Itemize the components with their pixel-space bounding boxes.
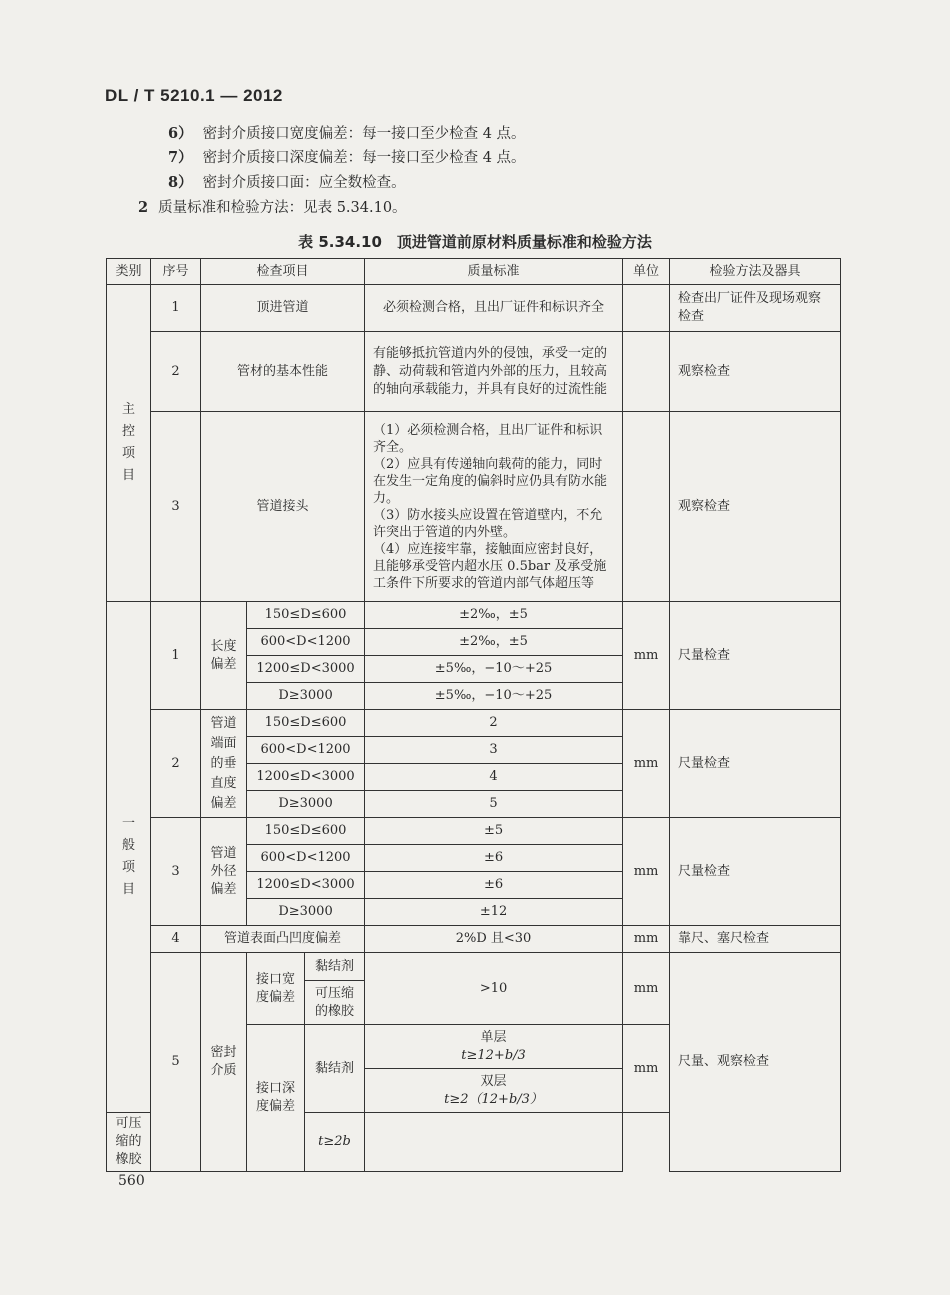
table-row: 5 密封介质 接口宽度偏差 黏结剂 >10 mm 尺量、观察检查 [107, 953, 841, 981]
header-unit: 单位 [623, 259, 670, 285]
joint-standard-4: （4）应连接牢靠，接触面应密封良好，且能够承受管内超水压 0.5bar 及承受施工条件下所要求的管道内部气体超压等 [373, 541, 607, 591]
page-number: 560 [118, 1173, 145, 1189]
joint-standard-2: （2）应具有传递轴向载荷的能力，同时在发生一定角度的偏斜时应仍具有防水能力。 [373, 456, 608, 506]
header-seq: 序号 [151, 259, 201, 285]
table-header [107, 259, 841, 285]
list-item: 8） 密封介质接口面：应全数检查。 [168, 174, 406, 191]
table-caption: 表 5.34.10 顶进管道前原材料质量标准和检验方法 [298, 233, 652, 251]
table-row: 3 管道接头 （1）必须检测合格，且出厂证件和标识齐全。 （2）应具有传递轴向载荷的能力，同时在发生一定角度的偏斜时应仍具有防水能力。 （3）防水接头应设置在管道壁内，不允许突出于管道的内外壁。 （4）应连接牢靠，接触面应密封良好，且能够承受管内超水压 0.5bar 及承受施工条件下所要求的管道内部气体超压等 观察检查 [107, 412, 841, 602]
header-method: 检验方法及器具 [670, 259, 841, 285]
standard-header: DL / T 5210.1 — 2012 [105, 86, 283, 105]
list-item: 6） 密封介质接口宽度偏差：每一接口至少检查 4 点。 [168, 125, 526, 142]
category-general: 一般项目 [107, 602, 151, 1113]
table-row: 2 管材的基本性能 有能够抵抗管道内外的侵蚀，承受一定的静、动荷载和管道内外部的压力，且较高的轴向承载能力，并具有良好的过流性能 观察检查 [107, 332, 841, 412]
list-item: 2 质量标准和检验方法：见表 5.34.10。 [138, 199, 407, 216]
joint-standard-1: （1）必须检测合格，且出厂证件和标识齐全。 [373, 422, 603, 455]
header-category: 类别 [107, 259, 151, 285]
table-row: 主控项目 1 顶进管道 必须检测合格，且出厂证件和标识齐全 检查出厂证件及现场观察检查 [107, 285, 841, 332]
table-row: 3 管道外径偏差 150≤D≤600 ±5 mm 尺量检查 [107, 818, 841, 845]
category-main: 主控项目 [107, 285, 151, 602]
quality-table: 类别 序号 检查项目 质量标准 单位 检验方法及器具 主控项目 1 顶进管道 必须检测合格，且出厂证件和标识齐全 检查出厂证件及现场观察检查 2 管材的基本性能 有能够抵抗管道内外的侵蚀，承受一定的静、动荷载和管道内外部的压力，且较高的轴向承载能力，并具有良好的过流性能 观察检查 3 管道接头 （1）必须检测合格，且出厂证件和标识齐全。 （2）应具有传递轴向载荷的能力，同时在发生一定角度的偏斜时应仍具有防水能力。 （3）防水接头应设置在管道壁内，不允许突出于管道的内外壁。 （4）应连接牢靠，接触面应密封良好，且能够承受管内超水压 0.5bar 及承受施工条件下所要求的管道内部气体超压等 观察检查 一般项目 1 长度偏差 150≤D≤600 ±2‰，±5 mm 尺量检查 600<D<1200 ±2‰，±5 1200≤D<3000 ±5‰，−10～+25 D≥3000 ±5‰，−10～+25 2 管道端面的垂直度偏差 150≤D≤600 2 mm 尺量检查 600<D<1200 3 1200≤D<3000 4 D≥3000 5 3 管道外径偏差 150≤D≤600 ±5 mm 尺量检查 600<D<1200 ±6 1200≤D<3000 ±6 D≥3000 ±12 4 管道表面凸凹度偏差 2%D 且<30 mm 靠尺、塞尺检查 5 密封介质 接口宽度偏差 黏结剂 >10 mm 尺量、观察检查 可压缩的橡胶 接口深度偏差 黏结剂 单层 t≥12+b/3 mm 双层 t≥2（12+b/3） 可压缩的橡胶 t≥2b [106, 258, 841, 1172]
header-item: 检查项目 [201, 259, 365, 285]
table-row: 4 管道表面凸凹度偏差 2%D 且<30 mm 靠尺、塞尺检查 [107, 926, 841, 953]
table-row: 一般项目 1 长度偏差 150≤D≤600 ±2‰，±5 mm 尺量检查 [107, 602, 841, 629]
header-standard: 质量标准 [365, 259, 623, 285]
joint-standard-3: （3）防水接头应设置在管道壁内，不允许突出于管道的内外壁。 [373, 507, 603, 540]
table-row: 2 管道端面的垂直度偏差 150≤D≤600 2 mm 尺量检查 [107, 710, 841, 737]
list-item: 7） 密封介质接口深度偏差：每一接口至少检查 4 点。 [168, 149, 526, 166]
